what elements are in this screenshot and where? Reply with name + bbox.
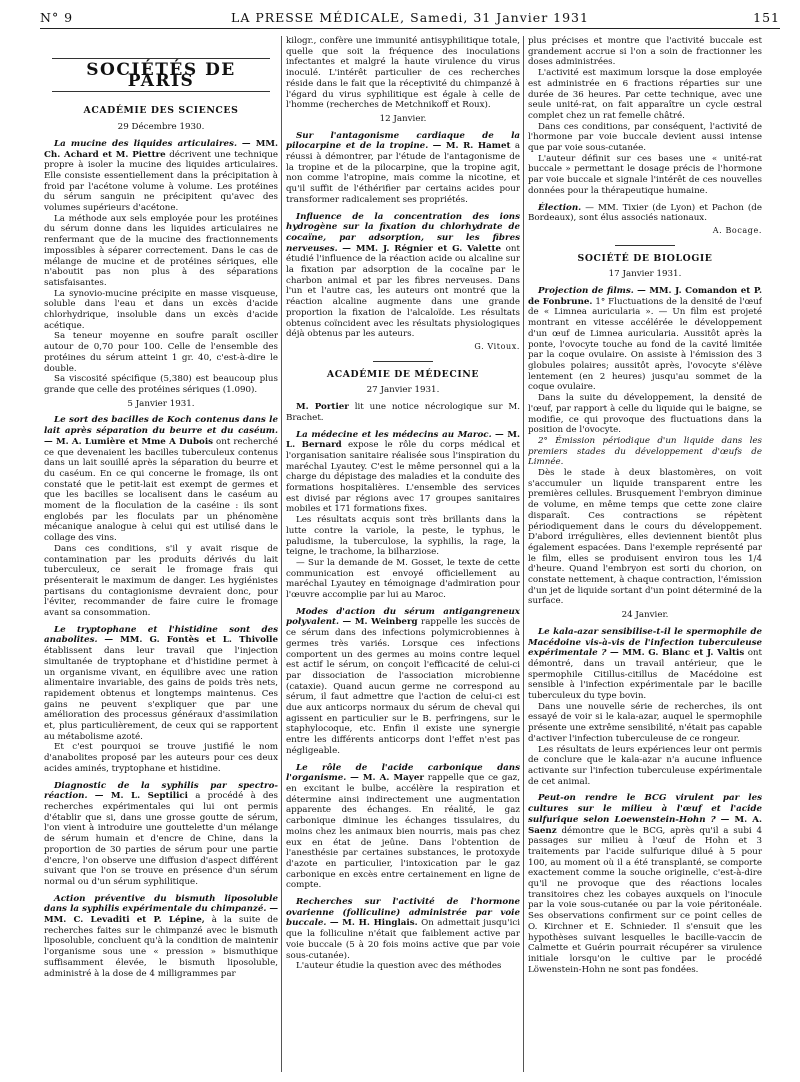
article-authors: — M. H. Hinglais. [329, 918, 418, 929]
article-body: ont étudié l'influence de la réaction acide ou alcaline sur la fixation par adsorption de la cocaïne par le charbon animal et par les fibres nerveuses. Dans l'un et l'autre cas, les auteurs ont montré que la réaction alcaline augmente dans une grande proportion la fixation de l'alcaloïde. Les résultats obtenus coïncident avec les résultats physiologiques déjà obtenus par les auteurs. [286, 243, 520, 340]
article-title: Le tryptophane et l'histidine sont des anabolites. [44, 624, 278, 646]
article [286, 430, 520, 516]
paragraph: L'activité est maximum lorsque la dose employée est administrée en 6 fractions réparties sur une durée de 36 heures. Par cette technique, avec une seule unité-rat, on fait apparaître un cycle œstral complet chez un rat femelle châtré. [528, 68, 762, 121]
article [528, 203, 762, 224]
article-authors: — M. A. Lumière et Mme A Dubois [44, 436, 214, 447]
article-body: à la suite de recherches faites sur le chimpanzé avec le bismuth liposoluble, concluent qu'à la condition de maintenir l'organisme sous une « pression » bismuthique suffisamment élevée, le bismuth liposoluble, administré à la dose de 4 milligrammes par [44, 915, 278, 979]
article-title: Le kala-azar sensibilise-t-il le spermophile de Macédoine vis-à-vis de l'infection tuberculeuse expérimentale ? [528, 626, 762, 659]
article [528, 793, 762, 975]
article-authors: — MM. C. Levaditi et P. Lépine, [44, 904, 278, 926]
article-authors: — MM. J. Régnier et G. Valette [342, 243, 502, 254]
section-heading: ACADÉMIE DE MÉDECINE [326, 368, 480, 380]
article-body: a procédé à des recherches expérimentales qui lui ont permis d'établir que si, dans une grosse goutte de sérum, l'on vient à introduire une gouttelette d'un mélange de sérum humain et d'encre de Chine, dans la proportion de 30 parties de sérum pour une partie d'encre, l'on observe une diffusion d'aspect différent suivant que l'on se trouve en présence d'un sérum normal ou d'un sérum syphilitique. [44, 791, 278, 887]
divider [615, 245, 675, 246]
paragraph: Et c'est pourquoi se trouve justifié le nom d'anabolites proposé par les auteurs pour ces deux acides aminés, tryptophane et histidine. [44, 742, 278, 774]
article [44, 625, 278, 743]
article-authors: — M. R. Hamet [432, 141, 511, 152]
paragraph: Les résultats acquis sont très brillants dans la lutte contre la variole, la peste, le typhus, le paludisme, la tuberculose, la syphilis, la rage, la teigne, le trachome, la bilharziose. [286, 515, 520, 558]
article [286, 131, 520, 206]
column-3 [528, 36, 762, 1076]
paragraph: Les résultats de leurs expériences leur ont permis de conclure que le kala-azar n'a aucune influence activante sur l'infection tuberculeuse expérimentale de cet animal. [528, 744, 762, 787]
article [44, 139, 278, 214]
issue-number: N° 9 [40, 10, 74, 25]
page-number: 151 [753, 10, 780, 25]
article-body: expose le rôle du corps médical et l'organisation sanitaire réalisée sous l'inspiration du maréchal Lyautey. C'est le même personnel qui a la charge du dépistage des maladies et la conduite des formations hospitalières. L'ensemble des services est divisé par régions avec 17 groupes sanitaires mobiles et 171 formations fixes. [286, 440, 520, 515]
paragraph: Sa teneur moyenne en soufre paraît osciller autour de 0,70 pour 100. Celle de l'ensemble des protéines du sérum atteint 1 gr. 40, c'est-à-dire le double. [44, 331, 278, 374]
section-heading: ACADÉMIE DES SCIENCES [83, 105, 239, 117]
article [286, 212, 520, 340]
article-body: démontre que le BCG, après qu'il a subi 4 passages sur milieu à l'œuf de Hohn et 3 traitements par l'acide sulfurique dilué à 5 pour 100, au moment où il a été transplanté, se comporte exactement comme la souche originelle, c'est-à-dire qu'il ne provoque que des réactions locales transitoires chez les cobayes auxquels on l'inocule par la voie sous-cutanée ou par la voie péritonéale. Ses observations confirment sur ce point celles de O. Kirchner et E. Schnieder. Il s'ensuit que les hypothèses suivant lesquelles le bacille-vaccin de Calmette et Guérin pourrait récupérer sa virulence initiale lorsqu'on le cultive par le procédé Löwenstein-Hohn ne sont pas fondées. [528, 825, 762, 975]
article-title: Peut-on rendre le BCG virulent par les cultures sur le milieu à l'œuf et l'acide sulfurique selon Loewenstein-Hohn ? [528, 793, 762, 825]
session-date: 27 Janvier 1931. [366, 385, 440, 396]
article-authors: — M. L. Septilici [94, 791, 188, 802]
session-date: 5 Janvier 1931. [127, 398, 195, 409]
session-date: 24 Janvier. [621, 610, 669, 621]
article [286, 763, 520, 891]
article-title: Projection de films. [538, 286, 634, 297]
page-header [40, 6, 780, 29]
paragraph: L'auteur définit sur ces bases une « unité-rat buccale » permettant le dosage précis de l'hormone par voie buccale et signale l'intérêt de ces nouvelles données pour la thérapeutique humaine. [528, 153, 762, 196]
paragraph: La méthode aux sels employée pour les protéines du sérum donne dans les liquides articulaires ne renfermant que de la mucine des fractionnements impossibles à séparer correctement. Dans le cas de mélange de mucine et de protéines sériques, elle n'aboutit pas non plus à des séparations satisfaisantes. [44, 213, 278, 288]
article-title: Modes d'action du sérum antigangreneux polyvalent. [286, 606, 520, 628]
article-body: lit une notice nécrologique sur M. Brachet. [286, 402, 520, 423]
article [286, 897, 520, 961]
article [528, 286, 762, 393]
paragraph: kilogr., confère une immunité antisyphilitique totale, quelle que soit la fréquence des inoculations infectantes et malgré la haute virulence du virus inoculé. L'intérêt particulier de ces recherches réside dans le fait que la réceptivité du chimpanzé à l'égard du virus syphilitique est égale à celle de l'homme (recherches de Metchnikoff et Roux). [286, 36, 520, 111]
article-authors: — MM. G. Fontès et L. Thivolle [104, 635, 278, 646]
article-title: Élection. [538, 202, 582, 213]
article-authors: — M. L. Bernard [286, 429, 520, 451]
column-2 [286, 36, 520, 1076]
paragraph: Dans la suite du développement, la densité de l'œuf, par rapport à celle du liquide qui le baigne, se modifie, ce qui provoque des fluctuations dans la position de l'ovocyte. [528, 393, 762, 436]
column-divider [523, 36, 524, 1072]
paragraph: Dans une nouvelle série de recherches, ils ont essayé de voir si le kala-azar, auquel le spermophile présente une extrême sensibilité, n'était pas capable d'activer l'infection tuberculeuse de ce rongeur. [528, 701, 762, 744]
article-body: ont démontré, dans un travail antérieur, que le spermophile Citillus-citillus de Macédoine est sensible à l'infection expérimentale par le bacille tuberculeux du type bovin. [528, 648, 762, 702]
article-title: Sur l'antagonisme cardiaque de la pilocarpine et de la tropine. [286, 130, 520, 152]
paragraph: Sa viscosité spécifique (5,380) est beaucoup plus grande que celle des protéines sériques (1.090). [44, 374, 278, 395]
paragraph: Dès le stade à deux blastomères, on voit s'accumuler un liquide transparent entre les premières cellules. Brusquement l'embryon diminue de volume, en même temps que cette zone claire disparaît. Ces contractions se répètent périodiquement dans le cours du développement. D'abord irrégulières, elles deviennent bientôt plus également espacées. Dans l'exemple représenté par le film, elles se produisent environ tous les 1/4 d'heure. Quand l'embryon est sorti du chorion, on constate nettement, à chaque contraction, l'émission d'un jet de liquide sortant d'un point déterminé de la surface. [528, 468, 762, 607]
article-title: Action préventive du bismuth liposoluble dans la syphilis expérimentale du chimpanzé. [44, 893, 278, 915]
paragraph: 2° Émission périodique d'un liquide dans les premiers stades du développement d'œufs de Limnée. [528, 435, 762, 468]
paragraph: — Sur la demande de M. Gosset, le texte de cette communication est envoyé officiellement au maréchal Lyautey en témoignage d'admiration pour l'œuvre accomplie par lui au Maroc. [286, 557, 520, 601]
article-body: — MM. Tixier (de Lyon) et Pachon (de Bordeaux), sont élus associés nationaux. [528, 202, 762, 224]
article-title: La médecine et les médecins au Maroc. [296, 429, 492, 440]
article [528, 627, 762, 702]
section-heading: SOCIÉTÉ DE BIOLOGIE [577, 252, 713, 264]
column-divider [281, 36, 282, 1072]
paragraph: Dans ces conditions, s'il y avait risque de contamination par les produits dérivés du lait tuberculeux, ce serait le fromage frais qui présenterait le maximum de danger. Les hygiénistes partisans du contagionisme devraient donc, pour l'éviter, recommander de faire cuire le fromage avant sa consommation. [44, 543, 278, 619]
article [44, 894, 278, 980]
paragraph: L'auteur étudie la question avec des méthodes [296, 961, 502, 972]
signature: G. Vitoux. [474, 341, 520, 351]
article-body: a réussi à démontrer, par l'étude de l'antagonisme de la tropine et de la pilocarpine, que la tropine agit, non comme l'atropine, mais comme la nicotine, et qu'il suffit de l'éthérifier par certains acides pour transformer radicalement ses propriétés. [286, 141, 520, 205]
article [286, 402, 520, 423]
article-title: Recherches sur l'activité de l'hormone ovarienne (folliculine) administrée par voie buccale. [286, 897, 520, 929]
article-authors: — M. A. Saenz [528, 814, 762, 836]
masthead: LA PRESSE MÉDICALE, Samedi, 31 Janvier 1931 [231, 10, 589, 25]
article-authors: — MM. Ch. Achard et M. Piettre [44, 138, 278, 160]
session-date: 29 Décembre 1930. [117, 122, 205, 133]
article-authors: M. Portier [296, 402, 349, 413]
article-title: Le sort des bacilles de Koch contenus dans le lait après séparation du beurre et du caséum. [44, 415, 278, 437]
article-body: rappelle que ce gaz, en excitant le bulbe, accélère la respiration et détermine ainsi indirectement une augmentation apparente des échanges. En réalité, le gaz carbonique diminue les échanges tissulaires, du moins chez les animaux bien nourris, mais pas chez eux en état de jeûne. Dans l'obtention de l'anesthésie par certaines substances, le protoxyde d'azote en particulier, l'intoxication par le gaz carbonique en excès entre certainement en ligne de compte. [286, 773, 520, 891]
article-body: On admettait jusqu'ici que la folliculine n'était que faiblement active par voie buccale (5 à 20 fois moins active que par voie sous-cutanée). [286, 918, 520, 961]
paragraph: La synovio-mucine précipite en masse visqueuse, soluble dans l'eau et dans un excès d'acide chlorhydrique, insoluble dans un excès d'acide acétique. [44, 288, 278, 331]
article-authors: — MM. J. Comandon et P. de Fonbrune. [528, 286, 762, 307]
article-title: La mucine des liquides articulaires. [54, 138, 237, 149]
article [44, 415, 278, 543]
article-body: décrivent une technique propre à isoler la mucine des liquides articulaires. Elle consiste essentiellement dans la précipitation à froid par l'acétone volume à volume. Les protéines du sérum sanguin ne précipitent qu'avec des volumes supérieurs d'acétone. [44, 149, 278, 214]
article-title: Le rôle de l'acide carbonique dans l'organisme. [286, 762, 520, 784]
paragraph: Dans ces conditions, par conséquent, l'activité de l'hormone par voie buccale devient aussi intense que par voie sous-cutanée. [528, 121, 762, 154]
session-date: 17 Janvier 1931. [608, 269, 682, 280]
column-1 [44, 36, 278, 1076]
paragraph: plus précises et montre que l'activité buccale est grandement accrue si l'on a soin de fractionner les doses administrées. [528, 36, 762, 68]
article [44, 781, 278, 888]
article-body: ont recherché ce que devenaient les bacilles tuberculeux contenus dans un lait souillé après la séparation du beurre et du caséum. En ce qui concerne le fromage, ils ont constaté que le petit-lait est exempt de germes et que les bacilles se localisent dans le caséum au moment de la floculation de la caséine : ils sont englobés par les floculats par un phénomène mécanique analogue à celui qui est utilisé dans le collage des vins. [44, 436, 278, 544]
article-authors: — M. Weinberg [342, 617, 418, 628]
article-body: rappelle les succès de ce sérum dans des infections polymicrobiennes à germes très variés. Lorsque ces infections comportent un des germes au moins contre lequel est actif le sérum, on conçoit l'efficacité de celui-ci par dissociation de l'association microbienne (cataxie). Quand aucun germe ne correspond au sérum, il faut admettre que l'action de celui-ci est due aux anticorps normaux du sérum de cheval qui agissent en particulier sur le B. perfringens, sur le staphylocoque, etc. Enfin il existe une synergie entre les différents anticorps dont l'effet n'est pas négligeable. [286, 617, 520, 756]
article-title: Diagnostic de la syphilis par spectro-réaction. [44, 780, 278, 802]
article-authors: — M. A. Mayer [350, 773, 424, 784]
article-authors: — MM. G. Blanc et J. Valtis [609, 648, 745, 659]
article-title: Influence de la concentration des ions hydrogène sur la fixation du chlorhydrate de cocaïne, par adsorption, sur les fibres nerveuses. [286, 211, 520, 254]
divider [373, 361, 433, 362]
session-date: 12 Janvier. [379, 113, 427, 124]
article-body: établissent dans leur travail que l'injection simultanée de tryptophane et d'histidine permet à un organisme vivant, en équilibre avec une ration alimentaire invariable, des gains de poids très nets, rapidement obtenus et longtemps maintenus. Ces gains ne peuvent s'expliquer que par une amélioration des processus généraux d'assimilation et, plus particulièrement, de ceux qui se rapportent au métabolisme azoté. [44, 646, 278, 742]
article-body: 1° Fluctuations de la densité de l'œuf de « Limnea auricularia ». — Un film est projeté montrant en vitesse accélérée le développement d'un œuf de Limnea auricularia. Aussitôt après la ponte, l'ovocyte touche au fond de la cavité limitée par la coque ovulaire. On assiste à l'émission des 3 globules polaires; aussitôt après, l'ovocyte s'élève lentement (en 2 heures) jusqu'au sommet de la coque ovulaire. [528, 296, 762, 393]
signature: A. Bocage. [712, 225, 762, 235]
page-title: SOCIÉTÉS DE PARIS [52, 58, 270, 92]
article [286, 607, 520, 757]
